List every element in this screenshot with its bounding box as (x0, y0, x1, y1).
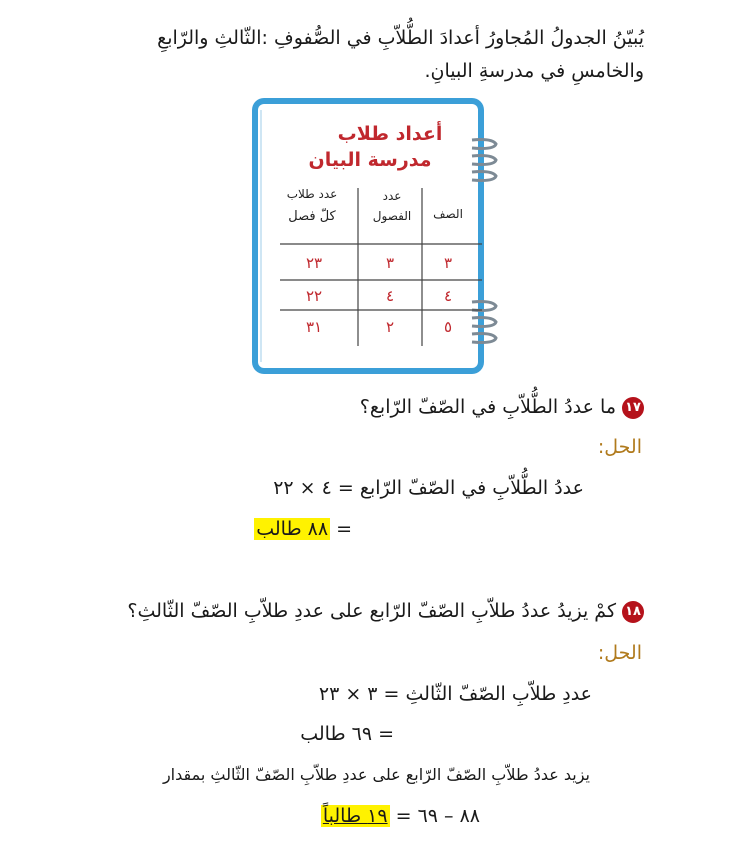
q18-step-2: = ٦٩ طالب (300, 723, 394, 745)
final-answer-highlight: ١٩ طالباً (322, 805, 388, 827)
cell-students: ٣١ (305, 318, 323, 336)
cell-students: ٢٢ (305, 287, 323, 305)
header-students-2: كلّ فصل (288, 209, 336, 224)
notebook-title-1: أعداد طلاب (337, 123, 443, 145)
question-text: كمْ يزيدُ عددُ طلاّبِ الصّفّ الرّابع على عددِ طلاّبِ الصّفّ الثّالثِ؟ (127, 600, 616, 622)
header-students-1: عدد طلاب (286, 187, 338, 201)
q17-step-1: عددُ الطُّلاّبِ في الصّفّ الرّابع = ٤ × ٢٢ (273, 477, 584, 499)
cell-sections: ٢ (385, 318, 395, 336)
header-sections-1: عدد (382, 189, 402, 203)
q18-step-1: عددِ طلاّبِ الصّفّ الثّالثِ = ٣ × ٢٣ (318, 683, 592, 705)
solution-label-18: الحل: (597, 642, 642, 664)
header-grade: الصف (433, 207, 463, 221)
intro-line-2: والخامسِ في مدرسةِ البيانِ. (424, 60, 644, 82)
cell-sections: ٤ (385, 287, 395, 305)
q17-answer (254, 518, 352, 540)
answer-highlight: ٨٨ طالب (256, 518, 329, 540)
cell-sections: ٣ (385, 254, 395, 272)
final-expression: ٨٨ – ٦٩ = (395, 805, 480, 827)
solution-label-17: الحل: (597, 436, 642, 458)
notebook-title-2: مدرسة البيان (308, 149, 432, 171)
question-17 (360, 396, 644, 419)
cell-grade: ٤ (443, 287, 453, 305)
cell-grade: ٥ (443, 318, 453, 336)
q18-final (321, 805, 480, 827)
answer-equals: = (336, 518, 352, 540)
question-18 (127, 600, 644, 623)
cell-grade: ٣ (443, 254, 453, 272)
q18-step-3: يزيد عددُ طلاّبِ الصّفّ الرّابع على عددِ طلاّبِ الصّفّ الثّالثِ بمقدار (162, 765, 590, 784)
notebook-table-image (250, 96, 500, 378)
intro-line-1: يُبيّنُ الجدولُ المُجاورُ أعدادَ الطُّلاّبِ في الصُّفوفِ :الثّالثِ والرّابعِ (157, 27, 644, 49)
question-number-badge: ١٧ (622, 397, 644, 419)
intro-text (124, 22, 644, 88)
cell-students: ٢٣ (305, 254, 323, 272)
question-number-badge: ١٨ (622, 601, 644, 623)
header-sections-2: الفصول (372, 209, 412, 223)
question-text: ما عددُ الطُّلاّبِ في الصّفّ الرّابع؟ (359, 396, 616, 418)
